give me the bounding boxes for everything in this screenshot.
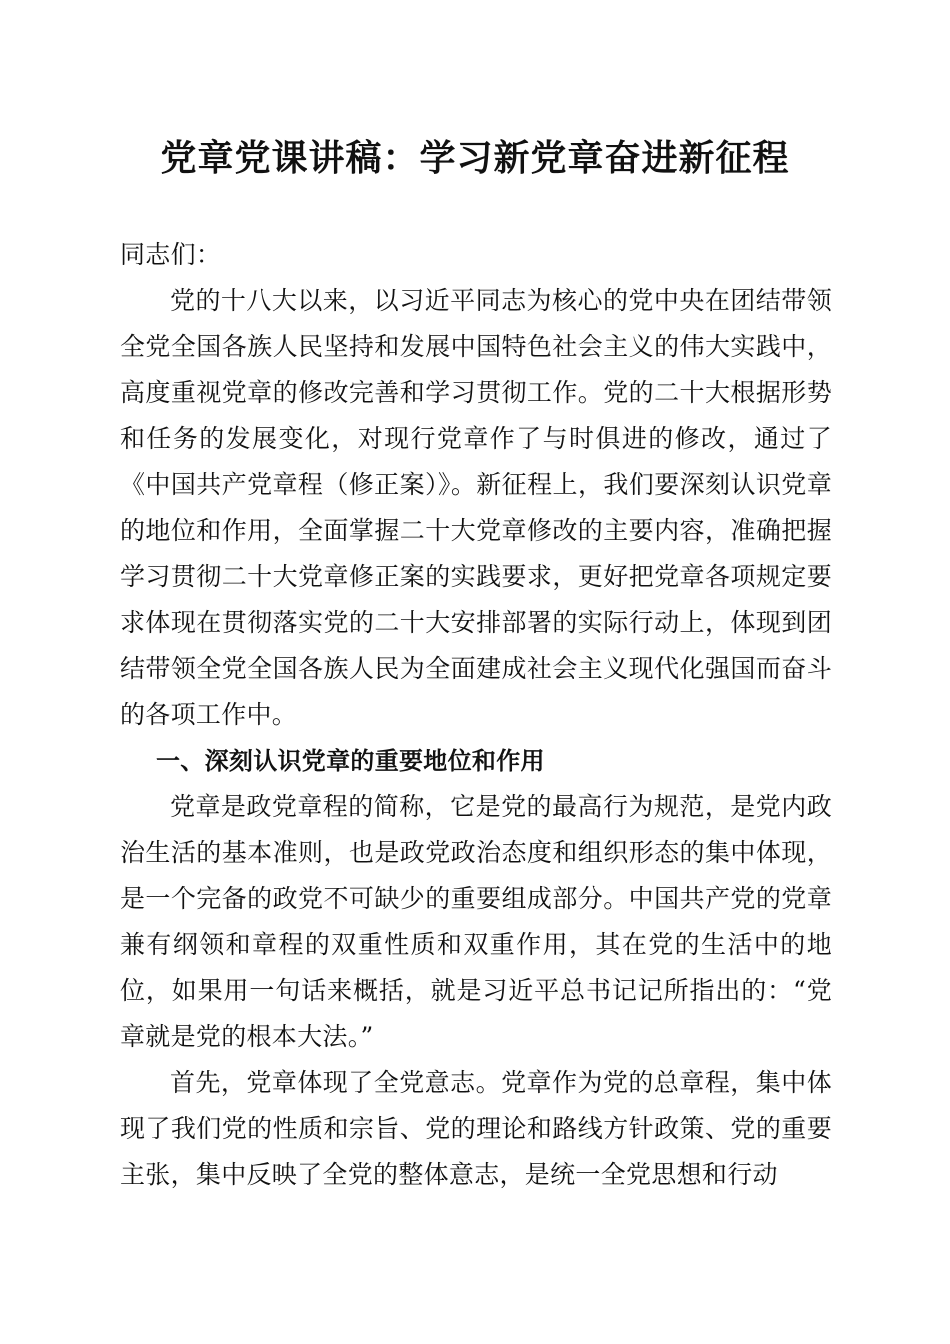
section-heading-1: 一、深刻认识党章的重要地位和作用: [156, 747, 545, 775]
paragraph-first-point: 首先，党章体现了全党意志。党章作为党的总章程，集中体现了我们党的性质和宗旨、党的理论和路线方针政策、党的重要主张，集中反映了全党的整体意志，是统一全党思想和行动: [120, 1068, 832, 1189]
paragraph-intro: 党的十八大以来，以习近平同志为核心的党中央在团结带领全党全国各族人民坚持和发展中国特色社会主义的伟大实践中，高度重视党章的修改完善和学习贯彻工作。党的二十大根据形势和任务的发展变化，对现行党章作了与时俱进的修改，通过了《中国共产党章程（修正案）》。新征程上，我们要深刻认识党章的地位和作用，全面掌握二十大党章修改的主要内容，准确把握学习贯彻二十大党章修正案的实践要求，更好把党章各项规定要求体现在贯彻落实党的二十大安排部署的实际行动上，体现到团结带领全党全国各族人民为全面建成社会主义现代化强国而奋斗的各项工作中。: [120, 286, 832, 729]
document-body: [120, 232, 832, 1198]
salutation: 同志们：: [120, 240, 222, 269]
document-title: 党章党课讲稿：学习新党章奋进新征程: [160, 137, 790, 179]
paragraph-party-constitution: 党章是政党章程的简称，它是党的最高行为规范，是党内政治生活的基本准则，也是政党政治态度和组织形态的集中体现，是一个完备的政党不可缺少的重要组成部分。中国共产党的党章兼有纲领和章程的双重性质和双重作用，其在党的生活中的地位，如果用一句话来概括，就是习近平总书记记所指出的：“党章就是党的根本大法。”: [120, 792, 832, 1051]
